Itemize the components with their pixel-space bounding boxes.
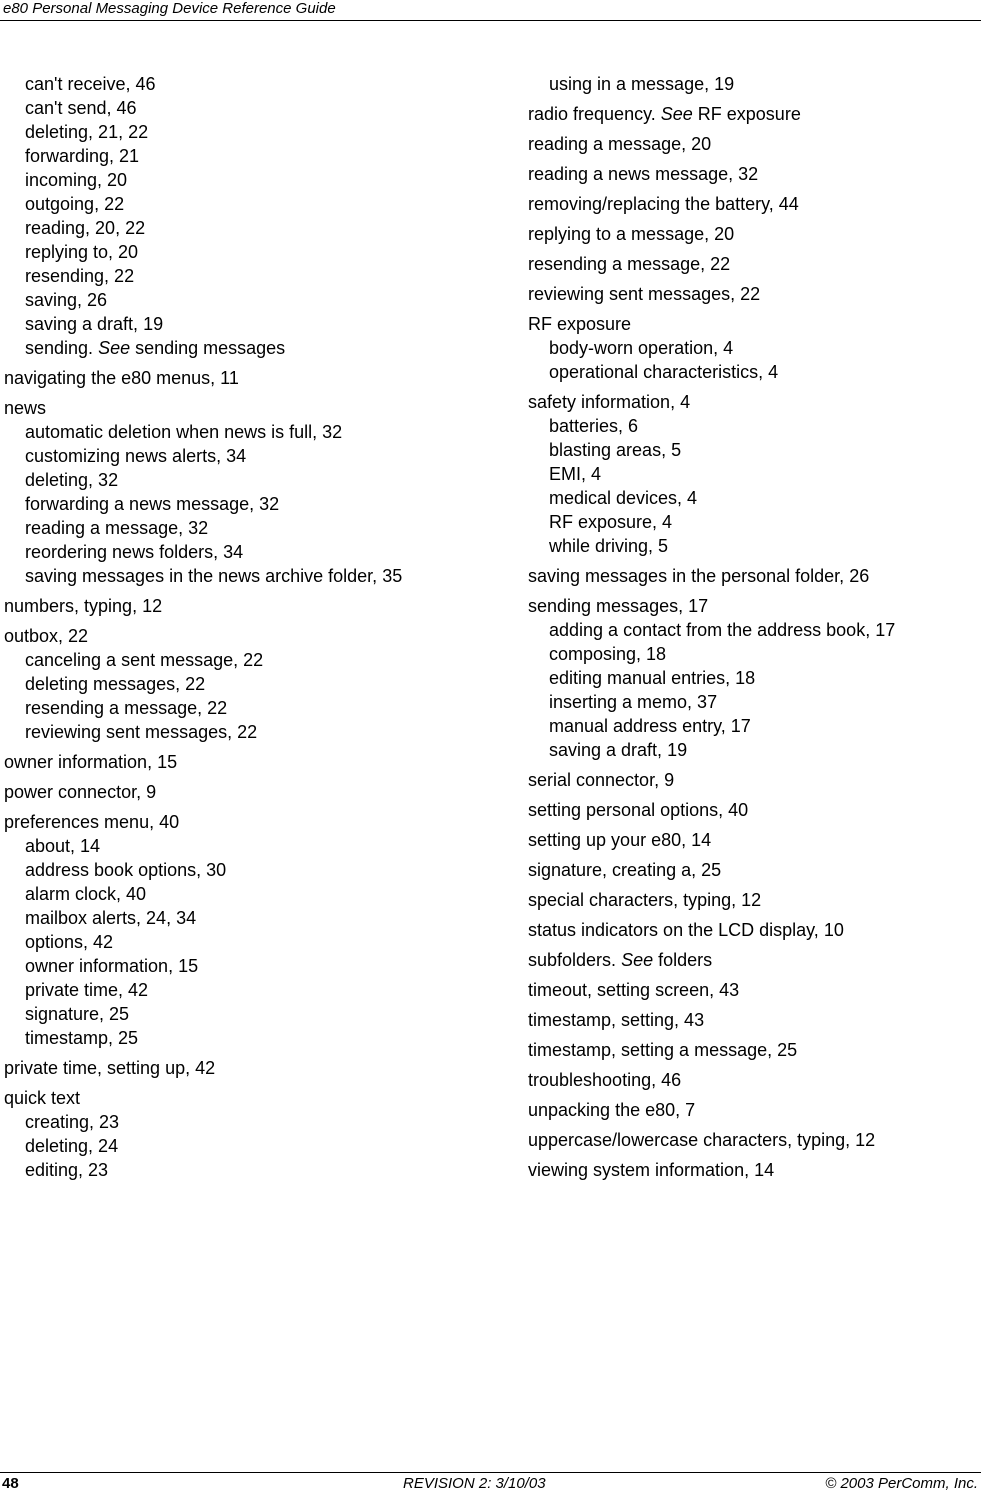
index-column-right bbox=[528, 72, 978, 1182]
index-subentry: deleting, 21, 22 bbox=[25, 122, 149, 142]
page-header bbox=[0, 0, 981, 21]
index-entry: subfolders. See folders bbox=[528, 950, 713, 970]
index-entry: outbox, 22 bbox=[4, 626, 89, 646]
index-subentry: customizing news alerts, 34 bbox=[25, 446, 247, 466]
index-subentry: reading, 20, 22 bbox=[25, 218, 146, 238]
index-subentry: saving, 26 bbox=[25, 290, 108, 310]
index-entry: reading a news message, 32 bbox=[528, 164, 759, 184]
see-reference: See bbox=[621, 950, 654, 970]
index-subentry: can't send, 46 bbox=[25, 98, 137, 118]
index-subentry: about, 14 bbox=[25, 836, 101, 856]
index-subentry: mailbox alerts, 24, 34 bbox=[25, 908, 197, 928]
index-entry: reviewing sent messages, 22 bbox=[528, 284, 761, 304]
see-reference: See bbox=[98, 338, 131, 358]
index-subentry: signature, 25 bbox=[25, 1004, 130, 1024]
index-subentry: batteries, 6 bbox=[549, 416, 639, 436]
index-subentry: EMI, 4 bbox=[549, 464, 602, 484]
index-entry: navigating the e80 menus, 11 bbox=[4, 368, 239, 388]
index-subentry: medical devices, 4 bbox=[549, 488, 698, 508]
index-entry: safety information, 4 bbox=[528, 392, 691, 412]
index-subentry: outgoing, 22 bbox=[25, 194, 125, 214]
index-subentry: blasting areas, 5 bbox=[549, 440, 682, 460]
index-subentry: operational characteristics, 4 bbox=[549, 362, 779, 382]
index-subentry: timestamp, 25 bbox=[25, 1028, 139, 1048]
index-entry: timestamp, setting a message, 25 bbox=[528, 1040, 798, 1060]
index-column-left bbox=[4, 72, 474, 1182]
index-subentry: body-worn operation, 4 bbox=[549, 338, 734, 358]
index-subentry: resending a message, 22 bbox=[25, 698, 228, 718]
index-entry: timeout, setting screen, 43 bbox=[528, 980, 740, 1000]
index-subentry: reviewing sent messages, 22 bbox=[25, 722, 258, 742]
index-subentry: using in a message, 19 bbox=[549, 74, 735, 94]
index-entry: RF exposure bbox=[528, 314, 632, 334]
index-subentry: deleting messages, 22 bbox=[25, 674, 206, 694]
index-entry: sending messages, 17 bbox=[528, 596, 709, 616]
index-entry: preferences menu, 40 bbox=[4, 812, 180, 832]
index-entry: unpacking the e80, 7 bbox=[528, 1100, 696, 1120]
index-subentry: sending. See sending messages bbox=[25, 338, 286, 358]
index-subentry: while driving, 5 bbox=[549, 536, 669, 556]
index-subentry: forwarding a news message, 32 bbox=[25, 494, 280, 514]
see-reference: See bbox=[660, 104, 693, 124]
index-subentry: saving a draft, 19 bbox=[25, 314, 164, 334]
index-entry: setting personal options, 40 bbox=[528, 800, 749, 820]
page-footer bbox=[0, 1472, 981, 1495]
index-entry: serial connector, 9 bbox=[528, 770, 675, 790]
index-subentry: resending, 22 bbox=[25, 266, 135, 286]
index-entry: resending a message, 22 bbox=[528, 254, 731, 274]
index-subentry: replying to, 20 bbox=[25, 242, 139, 262]
index-subentry: manual address entry, 17 bbox=[549, 716, 751, 736]
index-subentry: canceling a sent message, 22 bbox=[25, 650, 264, 670]
index-entry: removing/replacing the battery, 44 bbox=[528, 194, 799, 214]
index-entry: owner information, 15 bbox=[4, 752, 178, 772]
index-entry: setting up your e80, 14 bbox=[528, 830, 712, 850]
index-subentry: deleting, 32 bbox=[25, 470, 119, 490]
page-number: 48 bbox=[2, 1475, 19, 1492]
index-subentry: forwarding, 21 bbox=[25, 146, 140, 166]
index-entry: private time, setting up, 42 bbox=[4, 1058, 216, 1078]
index-subentry: composing, 18 bbox=[549, 644, 667, 664]
index-entry: timestamp, setting, 43 bbox=[528, 1010, 705, 1030]
index-entry: replying to a message, 20 bbox=[528, 224, 735, 244]
index-subentry: adding a contact from the address book, 17 bbox=[549, 620, 896, 640]
index-entry: saving messages in the personal folder, 26 bbox=[528, 566, 870, 586]
index-subentry: inserting a memo, 37 bbox=[549, 692, 718, 712]
index-subentry: editing, 23 bbox=[25, 1160, 109, 1180]
index-entry: troubleshooting, 46 bbox=[528, 1070, 682, 1090]
index-subentry: reading a message, 32 bbox=[25, 518, 209, 538]
index-entry: radio frequency. See RF exposure bbox=[528, 104, 801, 124]
index-entry: status indicators on the LCD display, 10 bbox=[528, 920, 844, 940]
index-subentry: address book options, 30 bbox=[25, 860, 227, 880]
index-subentry: saving a draft, 19 bbox=[549, 740, 688, 760]
index-subentry: private time, 42 bbox=[25, 980, 149, 1000]
revision-label: REVISION 2: 3/10/03 bbox=[403, 1475, 546, 1492]
index-subentry: creating, 23 bbox=[25, 1112, 120, 1132]
index-entry: viewing system information, 14 bbox=[528, 1160, 775, 1180]
index-subentry: editing manual entries, 18 bbox=[549, 668, 756, 688]
index-subentry: saving messages in the news archive folder, 35 bbox=[25, 566, 403, 586]
index-entry: numbers, typing, 12 bbox=[4, 596, 163, 616]
index-subentry: RF exposure, 4 bbox=[549, 512, 673, 532]
index-subentry: reordering news folders, 34 bbox=[25, 542, 244, 562]
index-subentry: can't receive, 46 bbox=[25, 74, 156, 94]
copyright-label: © 2003 PerComm, Inc. bbox=[825, 1475, 978, 1492]
index-entry: signature, creating a, 25 bbox=[528, 860, 722, 880]
index-subentry: incoming, 20 bbox=[25, 170, 128, 190]
index-subentry: alarm clock, 40 bbox=[25, 884, 147, 904]
index-subentry: options, 42 bbox=[25, 932, 114, 952]
index-entry: quick text bbox=[4, 1088, 81, 1108]
index-subentry: automatic deletion when news is full, 32 bbox=[25, 422, 343, 442]
index-entry: special characters, typing, 12 bbox=[528, 890, 762, 910]
index-entry: news bbox=[4, 398, 47, 418]
header-title: e80 Personal Messaging Device Reference Guide bbox=[3, 0, 336, 17]
index-entry: power connector, 9 bbox=[4, 782, 157, 802]
index-entry: reading a message, 20 bbox=[528, 134, 712, 154]
index-subentry: owner information, 15 bbox=[25, 956, 199, 976]
index-entry: uppercase/lowercase characters, typing, 12 bbox=[528, 1130, 876, 1150]
index-subentry: deleting, 24 bbox=[25, 1136, 119, 1156]
